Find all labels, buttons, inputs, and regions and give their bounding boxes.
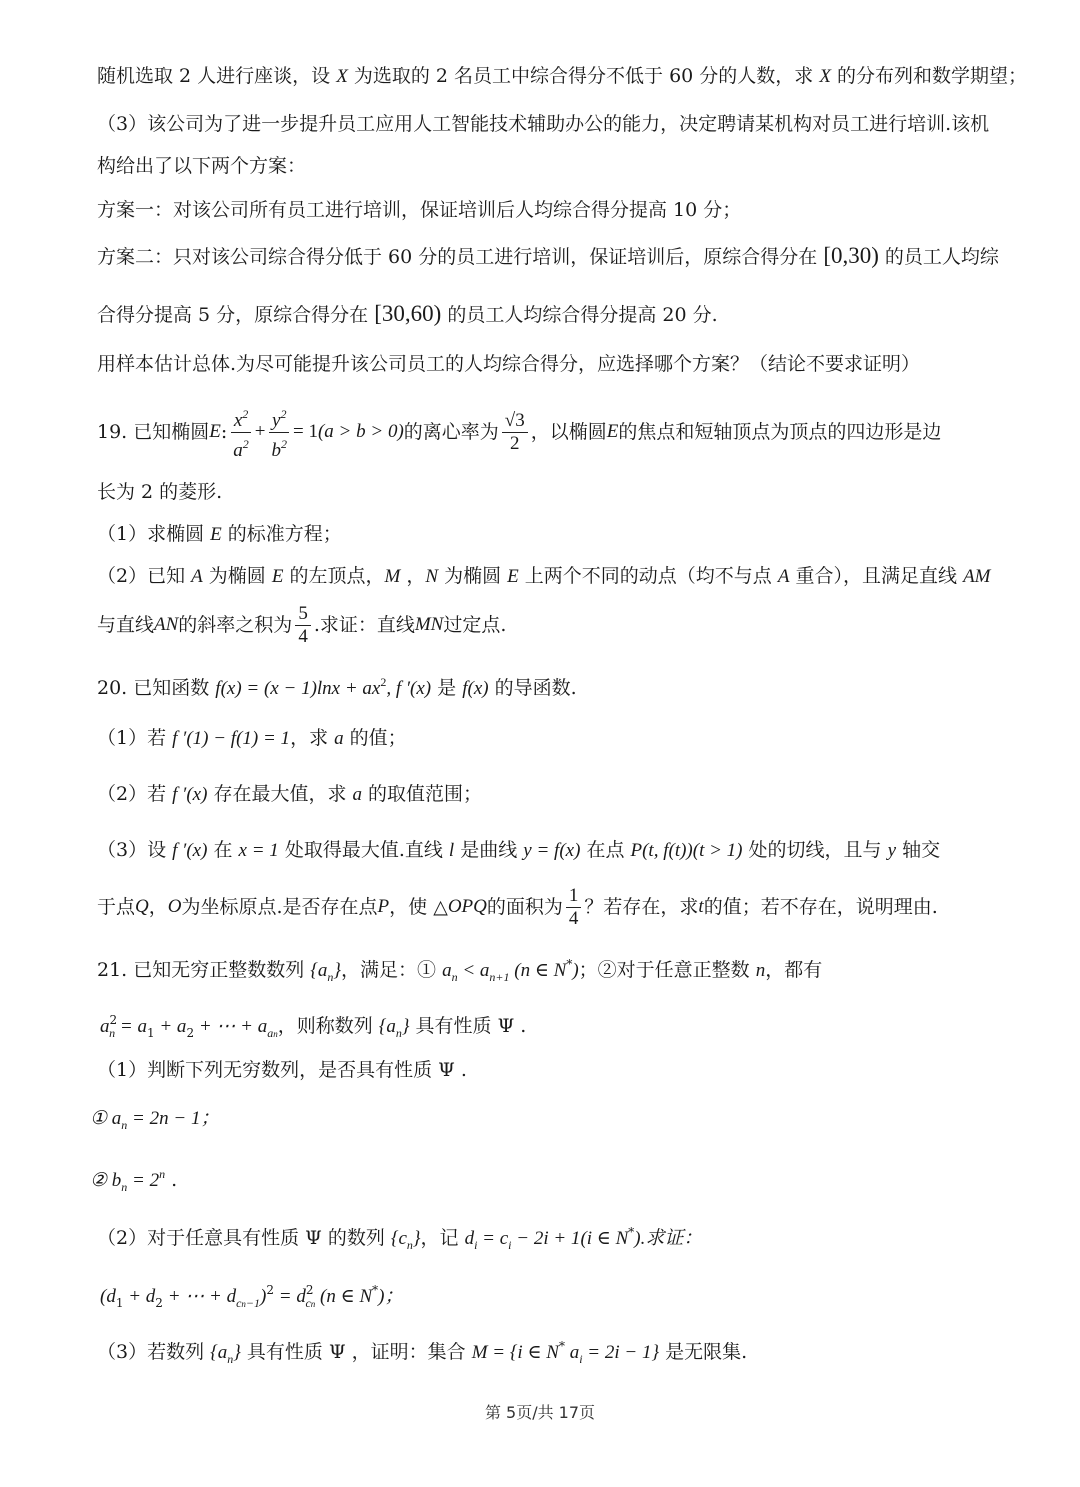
q18-part3-line2: 构给出了以下两个方案：: [97, 155, 307, 177]
q20-part3-line1: （3）设 f ′(x) 在 x = 1 处取得最大值.直线 l 是曲线 y = f(x) 在点 P(t, f(t))(t > 1) 处的切线，且与 y 轴交: [97, 839, 941, 861]
x2-over-a2: $\frac{x^2}{a^2}$: [230, 403, 252, 462]
q18-conclusion: 用样本估计总体.为尽可能提升该公司员工的人均综合得分，应选择哪个方案？（结论不要求证明）: [97, 353, 921, 375]
q21-part2-equation: ($d_1 + d_2$ + ⋯ + $d_{cn-1})^2 = d^2_{cn}$ (n ∈ N*)；: [100, 1283, 404, 1310]
q20-part2: （2）若 f ′(x) 存在最大值，求 a 的取值范围；: [97, 783, 483, 805]
q19-part2-line1: （2）已知 A 为椭圆 E 的左顶点，M ，N 为椭圆 E 上两个不同的动点（均不与点 A 重合），且满足直线 AM: [97, 565, 991, 587]
q18-line1: 随机选取 2 人进行座谈，设 X 为选取的 2 名员工中综合得分不低于 60 分的人数，求 X 的分布列和数学期望；: [97, 65, 1027, 87]
q21-stem-line2: $a^2_n = a_1 + a_2$ + ⋯ + $a_{an}$，则称数列 $\{a_n\}$ 具有性质 Ψ .: [100, 1013, 527, 1040]
q21-part1: （1）判断下列无穷数列，是否具有性质 Ψ .: [97, 1059, 467, 1081]
page-footer: 第 5页/共 17页: [484, 1403, 596, 1422]
q18-plan2-line2: 合得分提高 5 分，原综合得分在 [30,60) 的员工人均综合得分提高 20 分.: [97, 301, 718, 326]
q21-seq2: ② $b_n = 2^n$ .: [90, 1167, 178, 1194]
q19-part1: （1）求椭圆 E 的标准方程；: [97, 523, 342, 545]
q20-stem: 20. 已知函数 $f(x) = (x - 1)\ln x + ax^2$, f ′(x) 是 f(x) 的导函数.: [97, 675, 577, 699]
q19-part2-line2: 与直线 AN 的斜率之积为 $\frac{5}{4}$ .求证：直线 MN 过定点.: [97, 602, 507, 647]
q21-part2-line1: （2）对于任意具有性质 Ψ 的数列 $\{c_n\}$，记 $d_i = c_i - 2i + 1(i$ ∈ N*).求证：: [97, 1225, 703, 1252]
q18-plan2-line1: 方案二：只对该公司综合得分低于 60 分的员工进行培训，保证培训后，原综合得分在 [0,30) 的员工人均综: [97, 243, 999, 268]
q18-plan1: 方案一：对该公司所有员工进行培训，保证培训后人均综合得分提高 10 分；: [97, 199, 742, 221]
q21-seq1: ① $a_n = 2n - 1$；: [90, 1108, 220, 1132]
q21-stem-line1: 21. 已知无穷正整数数列 $\{a_n\}$，满足：① $a_n < a_{n+1}$ (n ∈ N*)；②对于任意正整数 n，都有: [97, 957, 823, 984]
q20-part3-line2: 于点 Q ， O 为坐标原点.是否存在点 P ，使 △ OPQ 的面积为 $\frac{1}{4}$ ？若存在，求 t 的值；若不存在，说明理由.: [97, 884, 938, 929]
q19-stem-line2: 长为 2 的菱形.: [97, 481, 223, 503]
eccentricity-fraction: $\frac{√3}{2}$: [502, 410, 528, 455]
slope-product-fraction: $\frac{5}{4}$: [295, 603, 311, 648]
q19-stem-line1: 19. 已知椭圆 E : $\frac{x^2}{a^2}$ + $\frac{y^2}{b^2}$ = 1 (a > b > 0) 的离心率为 $\frac{√3}{2}$ ，以椭圆 E 的焦点和短轴顶点为顶点的四边形是边: [97, 404, 941, 460]
q18-part3-line1: （3）该公司为了进一步提升员工应用人工智能技术辅助办公的能力，决定聘请某机构对员工进行培训.该机: [97, 113, 990, 135]
q21-part3: （3）若数列 $\{a_n\}$ 具有性质 Ψ ，证明：集合 M = {i ∈ N* $a_i = 2i - 1$} 是无限集.: [97, 1339, 748, 1366]
area-fraction: $\frac{1}{4}$: [566, 885, 582, 930]
y2-over-b2: $\frac{y^2}{b^2}$: [269, 403, 291, 462]
q20-part1: （1）若 f ′(1) − f(1) = 1，求 a 的值；: [97, 727, 407, 749]
